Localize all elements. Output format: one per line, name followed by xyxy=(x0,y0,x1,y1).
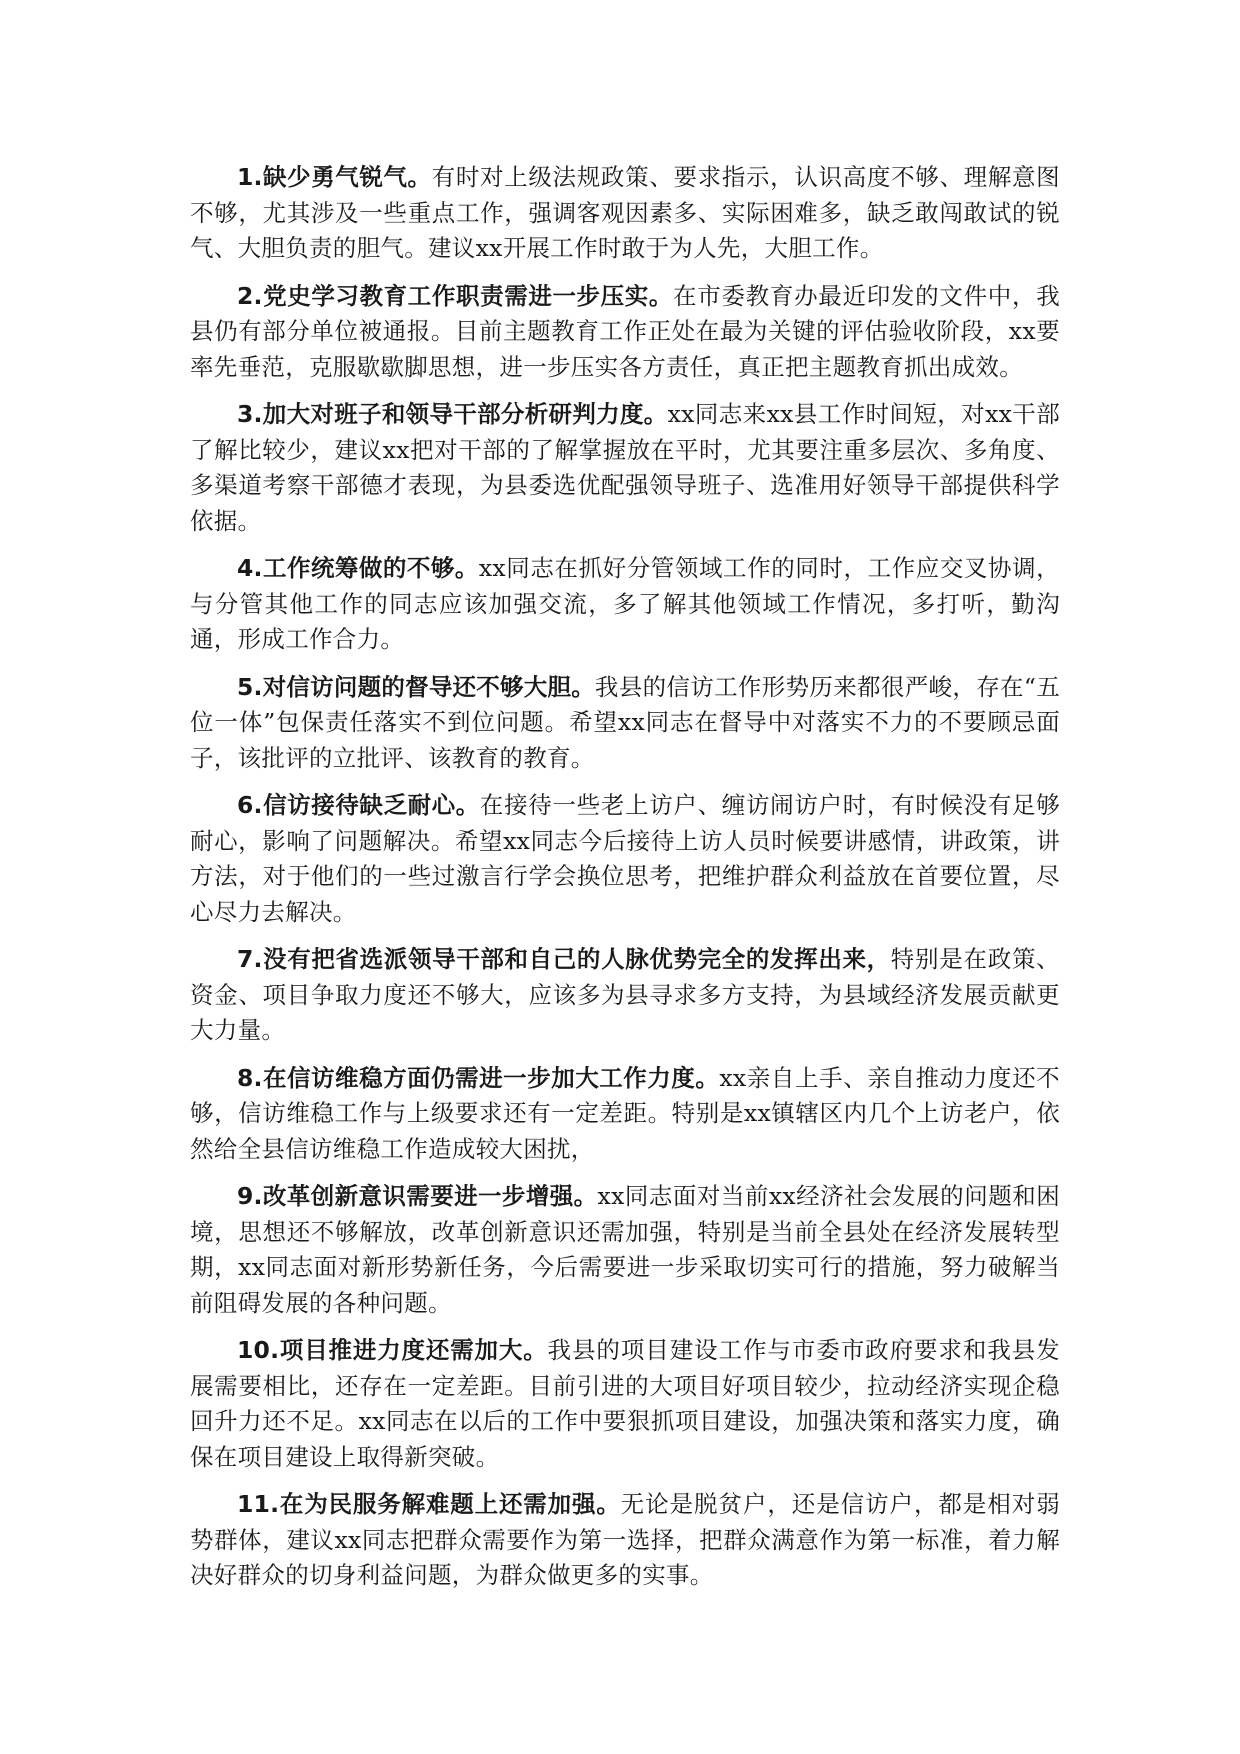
paragraph-heading: 5.对信访问题的督导还不够大胆。 xyxy=(237,672,595,701)
paragraph-heading: 10.项目推进力度还需加大。 xyxy=(237,1336,548,1364)
paragraph-body: 在接待一些老上访户、缠访闹访户时，有时候没有足够耐心，影响了问题解决。希望xx同志今后接待上访人员时候要讲感情，讲政策，讲方法，对于他们的一些过激言行学会换位思考，把维护群众利益放在首要位置，尽心尽力去解决。 xyxy=(190,791,1061,926)
document-page xyxy=(190,160,1060,1606)
paragraph-5 xyxy=(190,670,1060,777)
paragraph-heading: 8.在信访维稳方面仍需进一步加大工作力度。 xyxy=(237,1063,720,1092)
paragraph-body: 无论是脱贫户，还是信访户，都是相对弱势群体，建议xx同志把群众需要作为第一选择，把群众满意作为第一标准，着力解决好群众的切身利益问题，为群众做更多的实事。 xyxy=(190,1490,1060,1589)
paragraph-heading: 11.在为民服务解难题上还需加强。 xyxy=(237,1490,621,1518)
paragraph-body: 有时对上级法规政策、要求指示，认识高度不够、理解意图不够，尤其涉及一些重点工作，强调客观因素多、实际困难多，缺乏敢闯敢试的锐气、大胆负责的胆气。建议xx开展工作时敢于为人先，大胆工作。 xyxy=(190,163,1060,262)
paragraph-heading: 3.加大对班子和领导干部分析研判力度。 xyxy=(237,400,668,428)
paragraph-2 xyxy=(190,279,1060,386)
paragraph-heading: 7.没有把省选派领导干部和自己的人脉优势完全的发挥出来， xyxy=(237,945,891,973)
paragraph-4 xyxy=(190,551,1060,658)
paragraph-body: xx同志面对当前xx经济社会发展的问题和困境，思想还不够解放，改革创新意识还需加强，特别是当前全县处在经济发展转型期，xx同志面对新形势新任务，今后需要进一步采取切实可行的措施，努力破解当前阻碍发展的各种问题。 xyxy=(190,1182,1060,1317)
paragraph-11 xyxy=(190,1487,1060,1594)
paragraph-body: xx同志来xx县工作时间短，对xx干部了解比较少，建议xx把对干部的了解掌握放在平时，尤其要注重多层次、多角度、多渠道考察干部德才表现，为县委选优配强领导班子、选准用好领导干部提供科学依据。 xyxy=(190,400,1061,535)
paragraph-7 xyxy=(190,942,1060,1049)
paragraph-6 xyxy=(190,788,1060,930)
paragraph-9 xyxy=(190,1179,1060,1321)
paragraph-3 xyxy=(190,397,1060,539)
paragraph-body: 特别是在政策、资金、项目争取力度还不够大，应该多为县寻求多方支持，为县域经济发展贡献更大力量。 xyxy=(190,945,1060,1044)
paragraph-body: xx亲自上手、亲自推动力度还不够，信访维稳工作与上级要求还有一定差距。特别是xx镇辖区内几个上访老户，依然给全县信访维稳工作造成较大困扰， xyxy=(190,1063,1060,1163)
paragraph-heading: 6.信访接待缺乏耐心。 xyxy=(237,791,480,819)
paragraph-heading: 1.缺少勇气锐气。 xyxy=(237,163,432,191)
paragraph-heading: 9.改革创新意识需要进一步增强。 xyxy=(237,1182,598,1210)
paragraph-body: 在市委教育办最近印发的文件中，我县仍有部分单位被通报。目前主题教育工作正处在最为关键的评估验收阶段，xx要率先垂范，克服歇歇脚思想，进一步压实各方责任，真正把主题教育抓出成效。 xyxy=(190,281,1061,381)
paragraph-10 xyxy=(190,1333,1060,1475)
paragraph-8 xyxy=(190,1061,1060,1168)
paragraph-1 xyxy=(190,160,1060,267)
paragraph-heading: 4.工作统筹做的不够。 xyxy=(237,554,479,582)
paragraph-body: 我县的信访工作形势历来都很严峻，存在“五位一体”包保责任落实不到位问题。希望xx同志在督导中对落实不力的不要顾忌面子，该批评的立批评、该教育的教育。 xyxy=(190,672,1060,772)
paragraph-body: xx同志在抓好分管领域工作的同时，工作应交叉协调，与分管其他工作的同志应该加强交流，多了解其他领域工作情况，多打听，勤沟通，形成工作合力。 xyxy=(190,554,1060,653)
paragraph-heading: 2.党史学习教育工作职责需进一步压实。 xyxy=(237,281,674,310)
paragraph-body: 我县的项目建设工作与市委市政府要求和我县发展需要相比，还存在一定差距。目前引进的大项目好项目较少，拉动经济实现企稳回升力还不足。xx同志在以后的工作中要狠抓项目建设，加强决策和落实力度，确保在项目建设上取得新突破。 xyxy=(190,1336,1060,1471)
